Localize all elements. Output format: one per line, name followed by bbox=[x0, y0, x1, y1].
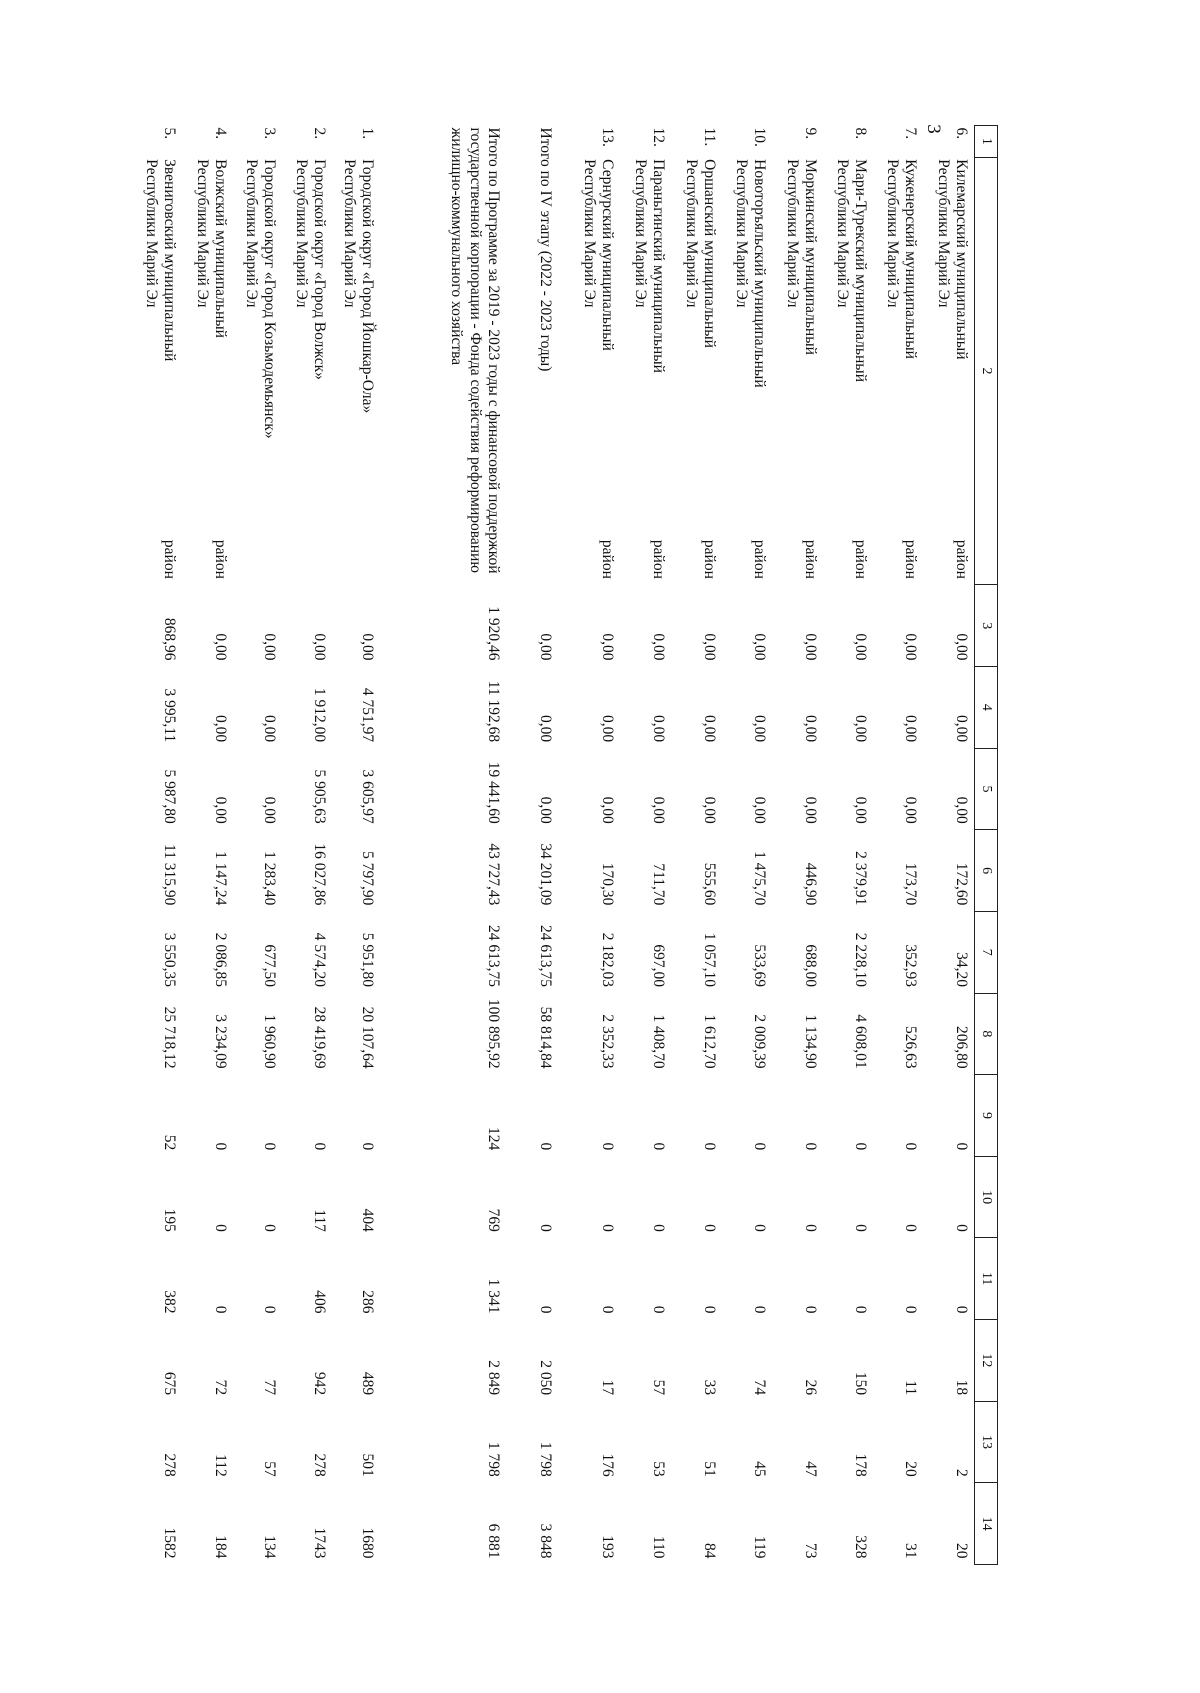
value-cell-col-3: 0,00 bbox=[751, 633, 768, 661]
value-cell-col-3: 0,00 bbox=[537, 633, 554, 661]
value-cell-col-6: 43 727,43 bbox=[485, 843, 502, 906]
row-name bbox=[772, 157, 823, 585]
value-cell-col-7: 3 550,35 bbox=[161, 932, 178, 988]
value-cell-col-8: 2 009,39 bbox=[751, 1014, 768, 1069]
value-cell-col-11: 0 bbox=[701, 1305, 718, 1314]
row-name-last: район bbox=[599, 539, 616, 579]
column-header-5: 5 bbox=[975, 748, 998, 830]
value-cell-col-8: 206,80 bbox=[953, 1026, 970, 1069]
value-cell-col-8: 526,63 bbox=[902, 1026, 919, 1069]
value-cell-col-10: 0 bbox=[852, 1224, 869, 1232]
row-name bbox=[923, 157, 975, 585]
value-cell-col-12: 489 bbox=[359, 1371, 376, 1396]
column-header-3: 3 bbox=[975, 585, 998, 667]
value-cell-col-9: 0 bbox=[537, 1142, 554, 1151]
stage-total-row-label: Итого по IV этапу (2022 - 2023 годы) bbox=[537, 127, 554, 372]
value-cell-col-12: 675 bbox=[161, 1371, 178, 1396]
value-cell-col-9: 0 bbox=[212, 1142, 229, 1151]
value-cell-col-7: 2 182,03 bbox=[599, 932, 616, 988]
value-cell-col-14: 1582 bbox=[161, 1527, 178, 1559]
table-row bbox=[282, 126, 332, 1565]
value-cell-col-4: 0,00 bbox=[751, 715, 768, 743]
value-cell-col-9: 124 bbox=[485, 1127, 502, 1151]
row-name-rest: Республики Марий Эл bbox=[580, 159, 598, 308]
value-cell-col-14: 1743 bbox=[311, 1527, 328, 1559]
value-cell-col-10: 0 bbox=[751, 1224, 768, 1232]
value-cell-col-10: 0 bbox=[701, 1224, 718, 1232]
value-cell-col-11: 0 bbox=[802, 1305, 819, 1314]
value-cell-col-10: 0 bbox=[802, 1224, 819, 1232]
row-name-last: район bbox=[953, 539, 970, 579]
row-name-first: Куженерский муниципальный bbox=[902, 159, 919, 359]
value-cell-col-5: 0,00 bbox=[650, 796, 667, 824]
row-name bbox=[332, 157, 380, 585]
value-cell-col-7: 34,20 bbox=[953, 952, 970, 988]
value-cell-col-14: 73 bbox=[802, 1543, 819, 1559]
value-cell-col-4: 0,00 bbox=[537, 715, 554, 743]
value-cell-col-8: 1 408,70 bbox=[650, 1014, 667, 1069]
value-cell-col-3: 0,00 bbox=[650, 633, 667, 661]
table-row bbox=[132, 126, 182, 1565]
table-row bbox=[558, 126, 620, 1565]
column-header-2: 2 bbox=[975, 157, 998, 585]
value-cell-col-11: 406 bbox=[311, 1290, 328, 1314]
row-name bbox=[671, 157, 722, 585]
page-number: 3 bbox=[922, 124, 944, 134]
value-cell-col-8: 1 612,70 bbox=[701, 1014, 718, 1069]
row-name bbox=[182, 157, 233, 585]
value-cell-col-4: 0,00 bbox=[212, 715, 229, 743]
value-cell-col-5: 19 441,60 bbox=[485, 761, 502, 824]
value-cell-col-10: 195 bbox=[161, 1208, 178, 1232]
value-cell-col-3: 0,00 bbox=[261, 633, 278, 661]
row-index: 3. bbox=[261, 127, 278, 140]
row-name bbox=[132, 157, 182, 585]
value-cell-col-11: 0 bbox=[953, 1305, 970, 1314]
value-cell-col-5: 0,00 bbox=[701, 796, 718, 824]
value-cell-col-10: 404 bbox=[359, 1208, 376, 1232]
row-name bbox=[722, 157, 772, 585]
value-cell-col-11: 0 bbox=[852, 1305, 869, 1314]
value-cell-col-11: 382 bbox=[161, 1290, 178, 1314]
value-cell-col-8: 1 134,90 bbox=[802, 1014, 819, 1069]
value-cell-col-10: 0 bbox=[599, 1224, 616, 1232]
row-name-last: район bbox=[802, 539, 819, 579]
value-cell-col-4: 1 912,00 bbox=[311, 687, 328, 743]
value-cell-col-8: 20 107,64 bbox=[359, 1006, 376, 1069]
value-cell-col-12: 57 bbox=[650, 1379, 667, 1396]
value-cell-col-5: 0,00 bbox=[902, 796, 919, 824]
row-name-first: Сернурский муниципальный bbox=[599, 159, 616, 351]
row-index: 10. bbox=[751, 127, 768, 147]
value-cell-col-13: 112 bbox=[212, 1454, 229, 1477]
value-cell-col-12: 74 bbox=[751, 1379, 768, 1396]
row-name-rest: Республики Марий Эл bbox=[883, 159, 901, 308]
value-cell-col-4: 4 751,97 bbox=[359, 687, 376, 743]
value-cell-col-11: 0 bbox=[261, 1305, 278, 1314]
value-cell-col-14: 184 bbox=[212, 1535, 229, 1559]
value-cell-col-14: 20 bbox=[953, 1543, 970, 1559]
value-cell-col-12: 11 bbox=[902, 1380, 919, 1396]
value-cell-col-3: 0,00 bbox=[902, 633, 919, 661]
value-cell-col-5: 0,00 bbox=[261, 796, 278, 824]
column-header-6: 6 bbox=[975, 830, 998, 912]
value-cell-col-13: 57 bbox=[261, 1461, 278, 1477]
row-index: 11. bbox=[701, 127, 718, 147]
row-name-first: Килемарский муниципальный bbox=[953, 159, 970, 360]
value-cell-col-12: 18 bbox=[953, 1379, 970, 1396]
value-cell-col-3: 0,00 bbox=[311, 633, 328, 661]
row-name-rest: Республики Марий Эл bbox=[142, 159, 160, 308]
value-cell-col-7: 697,00 bbox=[650, 944, 667, 988]
value-cell-col-12: 77 bbox=[261, 1379, 278, 1396]
value-cell-col-6: 1 283,40 bbox=[261, 851, 278, 906]
value-cell-col-8: 3 234,09 bbox=[212, 1014, 229, 1069]
row-name bbox=[233, 157, 282, 585]
value-cell-col-11: 0 bbox=[751, 1305, 768, 1314]
value-cell-col-9: 0 bbox=[902, 1142, 919, 1151]
row-index: 8. bbox=[852, 127, 869, 140]
value-cell-col-3: 1 920,46 bbox=[485, 606, 502, 661]
value-cell-col-5: 0,00 bbox=[537, 796, 554, 824]
value-cell-col-7: 24 613,75 bbox=[537, 925, 554, 988]
value-cell-col-3: 0,00 bbox=[212, 633, 229, 661]
value-cell-col-7: 4 574,20 bbox=[311, 932, 328, 988]
value-cell-col-11: 0 bbox=[599, 1305, 616, 1314]
value-cell-col-14: 31 bbox=[902, 1543, 919, 1559]
row-name-rest: Республики Марий Эл bbox=[631, 159, 649, 308]
value-cell-col-14: 119 bbox=[751, 1535, 768, 1559]
row-name-last: район bbox=[902, 539, 919, 579]
value-cell-col-6: 173,70 bbox=[902, 862, 919, 906]
value-cell-col-4: 0,00 bbox=[953, 715, 970, 743]
value-cell-col-12: 2 050 bbox=[537, 1360, 554, 1396]
value-cell-col-11: 286 bbox=[359, 1290, 376, 1314]
row-name-last: район bbox=[212, 539, 229, 579]
row-name bbox=[620, 157, 671, 585]
table-row bbox=[332, 126, 380, 1565]
row-name-first: Новоторъяльский муниципальный bbox=[751, 159, 768, 388]
value-cell-col-14: 328 bbox=[852, 1535, 869, 1559]
value-cell-col-3: 0,00 bbox=[953, 633, 970, 661]
value-cell-col-13: 176 bbox=[599, 1453, 616, 1477]
column-header-12: 12 bbox=[975, 1320, 998, 1402]
value-cell-col-7: 688,00 bbox=[802, 944, 819, 988]
row-name-rest: Республики Марий Эл bbox=[193, 159, 211, 308]
row-index: 7. bbox=[902, 127, 919, 140]
table-row bbox=[233, 126, 282, 1565]
table-row bbox=[923, 126, 975, 1565]
row-name bbox=[873, 157, 923, 585]
table-row bbox=[772, 126, 823, 1565]
value-cell-col-11: 0 bbox=[212, 1305, 229, 1314]
value-cell-col-9: 0 bbox=[650, 1142, 667, 1151]
row-name-rest: Республики Марий Эл bbox=[833, 159, 851, 308]
value-cell-col-8: 58 814,84 bbox=[537, 1006, 554, 1069]
value-cell-col-6: 1 475,70 bbox=[751, 851, 768, 906]
row-name-last: район bbox=[701, 539, 718, 579]
value-cell-col-10: 0 bbox=[537, 1224, 554, 1232]
column-header-8: 8 bbox=[975, 993, 998, 1075]
value-cell-col-5: 5 905,63 bbox=[311, 769, 328, 824]
value-cell-col-4: 0,00 bbox=[802, 715, 819, 743]
column-header-10: 10 bbox=[975, 1156, 998, 1238]
value-cell-col-3: 0,00 bbox=[599, 633, 616, 661]
value-cell-col-3: 868,96 bbox=[161, 617, 178, 661]
value-cell-col-4: 0,00 bbox=[261, 715, 278, 743]
value-cell-col-14: 1680 bbox=[359, 1527, 376, 1559]
value-cell-col-7: 1 057,10 bbox=[701, 932, 718, 988]
table-row bbox=[873, 126, 923, 1565]
row-name-rest: Республики Марий Эл bbox=[783, 159, 801, 308]
row-name-rest: Республики Марий Эл bbox=[732, 159, 750, 308]
value-cell-col-13: 20 bbox=[902, 1461, 919, 1477]
column-header-9: 9 bbox=[975, 1075, 998, 1157]
table-row bbox=[182, 126, 233, 1565]
value-cell-col-12: 33 bbox=[701, 1379, 718, 1396]
value-cell-col-10: 769 bbox=[485, 1208, 502, 1232]
row-name-rest: Республики Марий Эл bbox=[934, 159, 952, 308]
row-name-last: район bbox=[650, 539, 667, 579]
value-cell-col-7: 2 228,10 bbox=[852, 932, 869, 988]
value-cell-col-13: 278 bbox=[161, 1453, 178, 1477]
table-row bbox=[722, 126, 772, 1565]
row-name-first: Мари-Турекский муниципальный bbox=[852, 159, 869, 382]
value-cell-col-4: 11 192,68 bbox=[485, 680, 502, 743]
value-cell-col-5: 0,00 bbox=[802, 796, 819, 824]
row-index: 13. bbox=[599, 127, 616, 147]
value-cell-col-7: 5 951,80 bbox=[359, 932, 376, 988]
table-row bbox=[671, 126, 722, 1565]
value-cell-col-3: 0,00 bbox=[852, 633, 869, 661]
column-header-14: 14 bbox=[975, 1483, 998, 1565]
value-cell-col-13: 178 bbox=[852, 1453, 869, 1477]
value-cell-col-6: 2 379,91 bbox=[852, 851, 869, 906]
value-cell-col-6: 1 147,24 bbox=[212, 851, 229, 906]
value-cell-col-12: 72 bbox=[212, 1379, 229, 1396]
value-cell-col-4: 0,00 bbox=[852, 715, 869, 743]
value-cell-col-6: 446,90 bbox=[802, 862, 819, 906]
value-cell-col-11: 0 bbox=[537, 1305, 554, 1314]
value-cell-col-10: 0 bbox=[650, 1224, 667, 1232]
value-cell-col-10: 117 bbox=[311, 1209, 328, 1232]
row-name-first: Городской округ «Город Йошкар-Ола» bbox=[359, 159, 376, 414]
row-name bbox=[558, 157, 620, 585]
value-cell-col-13: 2 bbox=[953, 1469, 970, 1477]
value-cell-col-14: 110 bbox=[650, 1535, 667, 1559]
row-index: 4. bbox=[212, 127, 229, 140]
value-cell-col-8: 2 352,33 bbox=[599, 1014, 616, 1069]
header-row bbox=[975, 126, 998, 1565]
value-cell-col-6: 34 201,09 bbox=[537, 843, 554, 906]
row-index: 6. bbox=[953, 127, 970, 140]
value-cell-col-12: 2 849 bbox=[485, 1360, 502, 1396]
value-cell-col-8: 100 895,92 bbox=[485, 998, 502, 1069]
value-cell-col-7: 2 086,85 bbox=[212, 932, 229, 988]
row-name-first: Звениговский муниципальный bbox=[161, 159, 178, 362]
row-index: 1. bbox=[359, 127, 376, 140]
value-cell-col-9: 52 bbox=[161, 1134, 178, 1151]
value-cell-col-6: 555,60 bbox=[701, 862, 718, 906]
value-cell-col-10: 0 bbox=[902, 1224, 919, 1232]
value-cell-col-14: 3 848 bbox=[537, 1523, 554, 1559]
row-name-first: Оршанский муниципальный bbox=[701, 159, 718, 348]
value-cell-col-8: 4 608,01 bbox=[852, 1014, 869, 1069]
value-cell-col-8: 1 960,90 bbox=[261, 1014, 278, 1069]
value-cell-col-6: 16 027,86 bbox=[311, 843, 328, 906]
row-index: 9. bbox=[802, 127, 819, 140]
value-cell-col-9: 0 bbox=[701, 1142, 718, 1151]
value-cell-col-6: 170,30 bbox=[599, 862, 616, 906]
row-name-last: район bbox=[751, 539, 768, 579]
value-cell-col-9: 0 bbox=[953, 1142, 970, 1151]
value-cell-col-14: 193 bbox=[599, 1535, 616, 1559]
value-cell-col-3: 0,00 bbox=[701, 633, 718, 661]
row-name-first: Городской округ «Город Козьмодемьянск» bbox=[261, 159, 278, 439]
value-cell-col-12: 17 bbox=[599, 1379, 616, 1396]
value-cell-col-5: 0,00 bbox=[212, 796, 229, 824]
value-cell-col-13: 45 bbox=[751, 1461, 768, 1477]
value-cell-col-5: 0,00 bbox=[751, 796, 768, 824]
value-cell-col-11: 0 bbox=[650, 1305, 667, 1314]
value-cell-col-4: 0,00 bbox=[902, 715, 919, 743]
value-cell-col-5: 0,00 bbox=[599, 796, 616, 824]
row-name bbox=[823, 157, 873, 585]
value-cell-col-14: 84 bbox=[701, 1543, 718, 1559]
value-cell-col-9: 0 bbox=[359, 1142, 376, 1151]
value-cell-col-3: 0,00 bbox=[359, 633, 376, 661]
data-table bbox=[132, 125, 998, 1565]
value-cell-col-12: 942 bbox=[311, 1371, 328, 1396]
value-cell-col-7: 24 613,75 bbox=[485, 925, 502, 988]
value-cell-col-9: 0 bbox=[751, 1142, 768, 1151]
column-header-1: 1 bbox=[975, 126, 998, 158]
value-cell-col-13: 1 798 bbox=[485, 1441, 502, 1477]
table-body bbox=[132, 126, 975, 1565]
row-name-last: район bbox=[852, 539, 869, 579]
value-cell-col-4: 0,00 bbox=[599, 715, 616, 743]
value-cell-col-4: 0,00 bbox=[701, 715, 718, 743]
row-name-rest: Республики Марий Эл bbox=[292, 159, 310, 308]
row-name-first: Моркинский муниципальный bbox=[802, 159, 819, 355]
row-name-first: Волжский муниципальный bbox=[212, 159, 229, 338]
value-cell-col-13: 1 798 bbox=[537, 1441, 554, 1477]
value-cell-col-5: 0,00 bbox=[953, 796, 970, 824]
value-cell-col-13: 51 bbox=[701, 1461, 718, 1477]
value-cell-col-9: 0 bbox=[599, 1142, 616, 1151]
value-cell-col-5: 5 987,80 bbox=[161, 769, 178, 824]
row-name-last: район bbox=[161, 539, 178, 579]
value-cell-col-9: 0 bbox=[261, 1142, 278, 1151]
value-cell-col-9: 0 bbox=[852, 1142, 869, 1151]
value-cell-col-6: 172,60 bbox=[953, 862, 970, 906]
value-cell-col-4: 0,00 bbox=[650, 715, 667, 743]
row-name-rest: Республики Марий Эл bbox=[340, 159, 358, 308]
value-cell-col-10: 0 bbox=[212, 1224, 229, 1232]
row-index: 12. bbox=[650, 127, 667, 147]
value-cell-col-13: 278 bbox=[311, 1453, 328, 1477]
value-cell-col-10: 0 bbox=[953, 1224, 970, 1232]
value-cell-col-6: 5 797,90 bbox=[359, 851, 376, 906]
value-cell-col-14: 134 bbox=[261, 1535, 278, 1559]
column-header-13: 13 bbox=[975, 1401, 998, 1483]
value-cell-col-6: 11 315,90 bbox=[161, 843, 178, 906]
row-name-rest: Республики Марий Эл bbox=[242, 159, 260, 308]
value-cell-col-11: 0 bbox=[902, 1305, 919, 1314]
value-cell-col-3: 0,00 bbox=[802, 633, 819, 661]
row-name-rest: Республики Марий Эл bbox=[682, 159, 700, 308]
row-index: 2. bbox=[311, 127, 328, 140]
value-cell-col-13: 53 bbox=[650, 1461, 667, 1477]
value-cell-col-13: 47 bbox=[802, 1461, 819, 1477]
value-cell-col-7: 677,50 bbox=[261, 944, 278, 988]
value-cell-col-4: 3 995,11 bbox=[161, 688, 178, 743]
value-cell-col-7: 352,93 bbox=[902, 944, 919, 988]
table-row bbox=[823, 126, 873, 1565]
row-name-first: Параньгинский муниципальный bbox=[650, 159, 667, 373]
value-cell-col-7: 533,69 bbox=[751, 944, 768, 988]
value-cell-col-12: 150 bbox=[852, 1371, 869, 1396]
column-header-7: 7 bbox=[975, 911, 998, 993]
row-name-first: Городской округ «Город Волжск» bbox=[311, 159, 328, 380]
row-index: 5. bbox=[161, 127, 178, 140]
value-cell-col-5: 3 605,97 bbox=[359, 769, 376, 824]
program-total-row-label: Итого по Программе за 2019 - 2023 годы с финансовой поддержкой государственной корпорации - Фонда содействия реформированию жилищно-коммунального хозяйства bbox=[448, 127, 502, 574]
column-header-4: 4 bbox=[975, 667, 998, 749]
stage-total-row bbox=[506, 126, 558, 1565]
value-cell-col-12: 26 bbox=[802, 1379, 819, 1396]
row-name bbox=[282, 157, 332, 585]
value-cell-col-13: 501 bbox=[359, 1453, 376, 1477]
program-total-row bbox=[380, 126, 506, 1565]
value-cell-col-8: 25 718,12 bbox=[161, 1006, 178, 1069]
table-row bbox=[620, 126, 671, 1565]
value-cell-col-6: 711,70 bbox=[650, 863, 667, 906]
value-cell-col-11: 1 341 bbox=[485, 1278, 502, 1314]
value-cell-col-14: 6 881 bbox=[485, 1523, 502, 1559]
rotated-table-container bbox=[142, 125, 998, 1565]
value-cell-col-9: 0 bbox=[311, 1142, 328, 1151]
value-cell-col-8: 28 419,69 bbox=[311, 1006, 328, 1069]
column-header-11: 11 bbox=[975, 1238, 998, 1320]
value-cell-col-9: 0 bbox=[802, 1142, 819, 1151]
value-cell-col-10: 0 bbox=[261, 1224, 278, 1232]
value-cell-col-5: 0,00 bbox=[852, 796, 869, 824]
